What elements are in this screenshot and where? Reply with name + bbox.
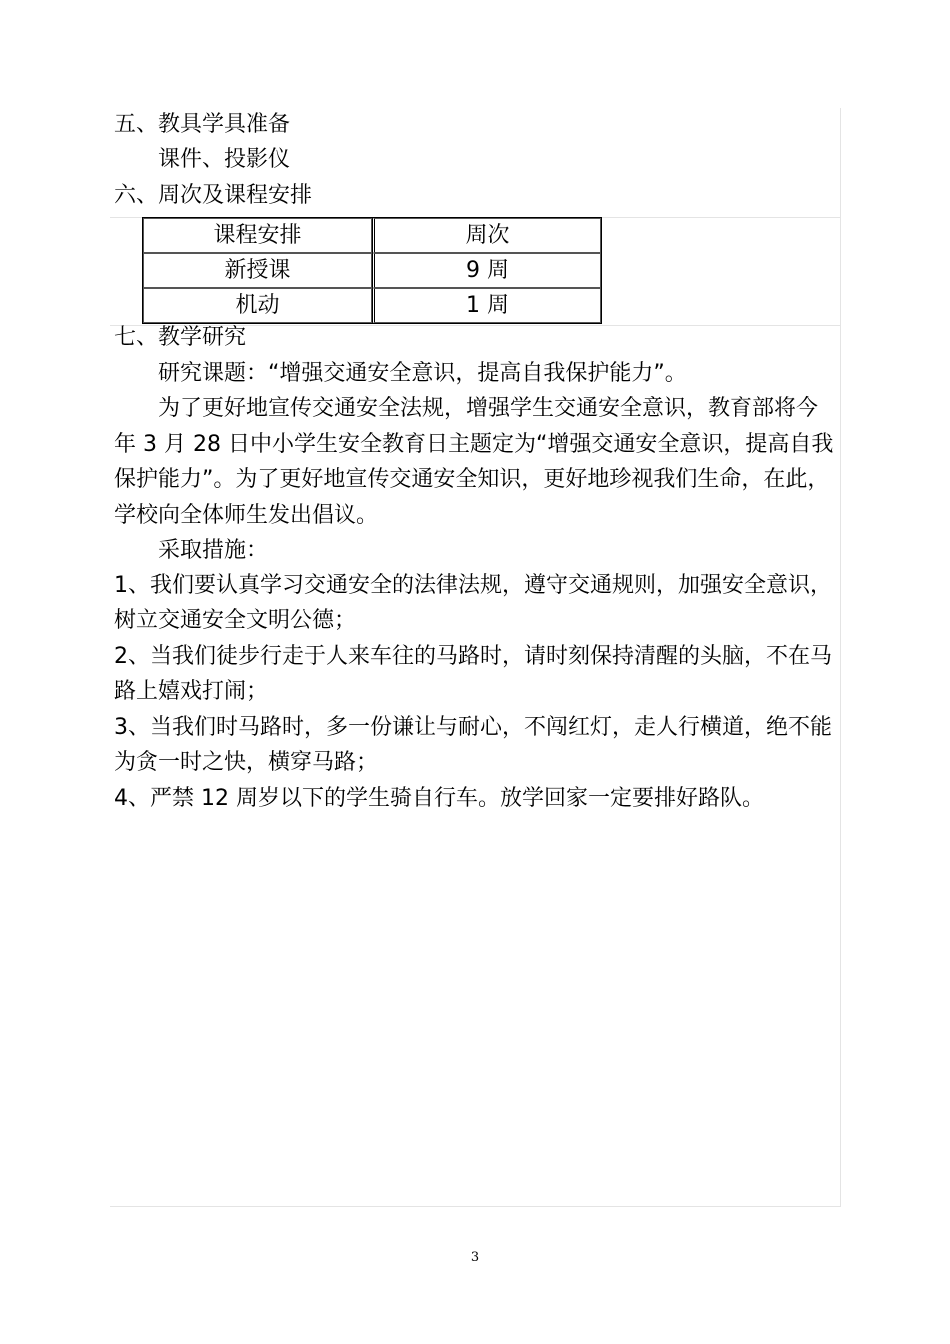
measure-line: 3、当我们时马路时，多一份谦让与耐心，不闯红灯，走人行横道，绝不能 — [114, 715, 832, 740]
measure-line: 1、我们要认真学习交通安全的法律法规，遵守交通规则，加强安全意识， — [114, 573, 832, 598]
schedule-table — [142, 217, 602, 324]
measure-line: 路上嬉戏打闹； — [114, 679, 269, 704]
section-five-heading: 五、教具学具准备 — [114, 112, 291, 137]
paragraph-line: 为了更好地宣传交通安全法规，增强学生交通安全意识，教育部将今 — [158, 396, 819, 421]
measure-line: 树立交通安全文明公德； — [114, 608, 357, 633]
section-five-body: 课件、投影仪 — [158, 147, 291, 172]
section-six-heading: 六、周次及课程安排 — [114, 183, 313, 208]
measure-line: 4、严禁 12 周岁以下的学生骑自行车。放学回家一定要排好路队。 — [114, 786, 764, 811]
table-cell: 机动 — [143, 288, 372, 323]
research-topic: 研究课题：“增强交通安全意识，提高自我保护能力”。 — [158, 361, 687, 386]
table-row — [143, 288, 601, 323]
table-cell: 9 周 — [372, 253, 601, 288]
paragraph-line: 保护能力”。为了更好地宣传交通安全知识，更好地珍视我们生命，在此， — [114, 467, 830, 492]
page-number: 3 — [470, 1250, 480, 1265]
measure-line: 为贪一时之快，横穿马路； — [114, 750, 379, 775]
table-header-cell: 周次 — [372, 218, 601, 253]
table-cell: 1 周 — [372, 288, 601, 323]
paragraph-line: 年 3 月 28 日中小学生安全教育日主题定为“增强交通安全意识，提高自我 — [114, 432, 834, 457]
table-cell: 新授课 — [143, 253, 372, 288]
table-header-row — [143, 218, 601, 253]
measure-line: 2、当我们徒步行走于人来车往的马路时，请时刻保持清醒的头脑，不在马 — [114, 644, 832, 669]
table-row — [143, 253, 601, 288]
section-seven-heading: 七、教学研究 — [114, 325, 247, 350]
paragraph-line: 学校向全体师生发出倡议。 — [114, 503, 379, 528]
table-header-cell: 课程安排 — [143, 218, 372, 253]
measures-label: 采取措施： — [158, 538, 269, 563]
